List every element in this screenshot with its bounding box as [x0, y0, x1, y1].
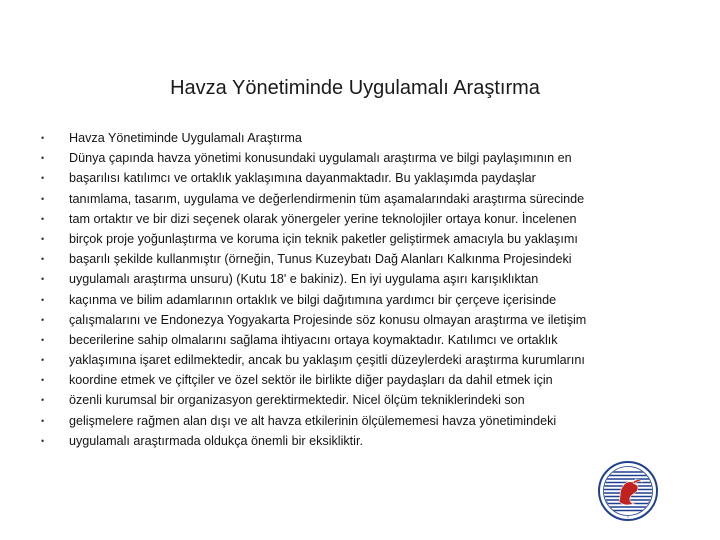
- bullet-marker: •: [41, 233, 45, 244]
- bullet-text: Dünya çapında havza yönetimi konusundaki uygulamalı araştırma ve bilgi paylaşımının en: [69, 151, 572, 166]
- bullet-item: [41, 431, 586, 451]
- bullet-marker: •: [41, 213, 45, 224]
- bullet-item: [41, 290, 586, 310]
- bullet-item: [41, 350, 586, 370]
- bullet-text: uygulamalı araştırma unsuru) (Kutu 18' e bakiniz). En iyi uygulama aşırı karışıklıktan: [69, 272, 539, 287]
- bullet-list: [41, 128, 586, 451]
- bullet-text: yaklaşımına işaret edilmektedir, ancak bu yaklaşım çeşitli düzeylerdeki araştırma kurumlarını: [69, 353, 585, 368]
- bullet-marker: •: [41, 254, 45, 265]
- slide-title: Havza Yönetiminde Uygulamalı Araştırma: [170, 77, 540, 99]
- bullet-marker: •: [41, 133, 45, 143]
- bullet-text: çalışmalarını ve Endonezya Yogyakarta Projesinde söz konusu olmayan araştırma ve iletişim: [69, 312, 587, 327]
- bullet-text: becerilerine sahip olmalarını sağlama ihtiyacını ortaya koymaktadır. Katılımcı ve ortaklık: [69, 332, 558, 347]
- bullet-item: [41, 189, 586, 209]
- bullet-item: [41, 330, 586, 350]
- bullet-text: gelişmelere rağmen alan dışı ve alt havza etkilerinin ölçülememesi havza yönetimindeki: [69, 413, 557, 428]
- bullet-text: tam ortaktır ve bir dizi seçenek olarak yönergeler yerine teknolojiler ortaya konur. İncelenen: [69, 211, 577, 226]
- bullet-item: [41, 168, 586, 188]
- bullet-marker: •: [41, 355, 45, 366]
- bullet-marker: •: [41, 334, 45, 345]
- bullet-item: [41, 411, 586, 431]
- bullet-marker: •: [41, 314, 45, 325]
- bullet-item: [41, 370, 586, 390]
- bullet-text: başarılısı katılımcı ve ortaklık yaklaşımına dayanmaktadır. Bu yaklaşımda paydaşlar: [69, 171, 536, 186]
- bullet-item: [41, 209, 586, 229]
- bullet-item: [41, 128, 586, 148]
- bullet-text: başarılı şekilde kullanmıştır (örneğin, Tunus Kuzeybatı Dağ Alanları Kalkınma Projesindeki: [69, 252, 572, 267]
- bullet-text: tanımlama, tasarım, uygulama ve değerlendirmenin tüm aşamalarındaki araştırma sürecinde: [69, 191, 585, 206]
- bullet-item: [41, 390, 586, 410]
- bullet-text: uygulamalı araştırmada oldukça önemli bir eksikliktir.: [69, 433, 363, 448]
- bullet-marker: •: [41, 294, 45, 305]
- bullet-marker: •: [41, 153, 45, 164]
- bullet-text: Havza Yönetiminde Uygulamalı Araştırma: [69, 131, 302, 145]
- bullet-marker: •: [41, 435, 45, 446]
- bullet-text: kaçınma ve bilim adamlarının ortaklık ve bilgi dağıtımına yardımcı bir çerçeve içerisinde: [69, 292, 557, 307]
- bullet-item: [41, 269, 586, 289]
- bullet-marker: •: [41, 173, 45, 184]
- bullet-marker: •: [41, 193, 45, 204]
- bullet-text: koordine etmek ve çiftçiler ve özel sektör ile birlikte diğer paydaşları da dahil etmek için: [69, 373, 553, 388]
- bullet-marker: •: [41, 395, 45, 406]
- bullet-marker: •: [41, 274, 45, 285]
- bullet-item: [41, 229, 586, 249]
- bullet-text: özenli kurumsal bir organizasyon gerektirmektedir. Nicel ölçüm tekniklerindeki son: [69, 393, 525, 408]
- bullet-text: birçok proje yoğunlaştırma ve koruma için teknik paketler geliştirmek amacıyla bu yaklaşımı: [69, 231, 578, 246]
- bullet-item: [41, 310, 586, 330]
- bullet-marker: •: [41, 415, 45, 426]
- bullet-item: [41, 249, 586, 269]
- bullet-marker: •: [41, 375, 45, 386]
- bullet-item: [41, 148, 586, 168]
- university-seal-icon: [597, 460, 659, 522]
